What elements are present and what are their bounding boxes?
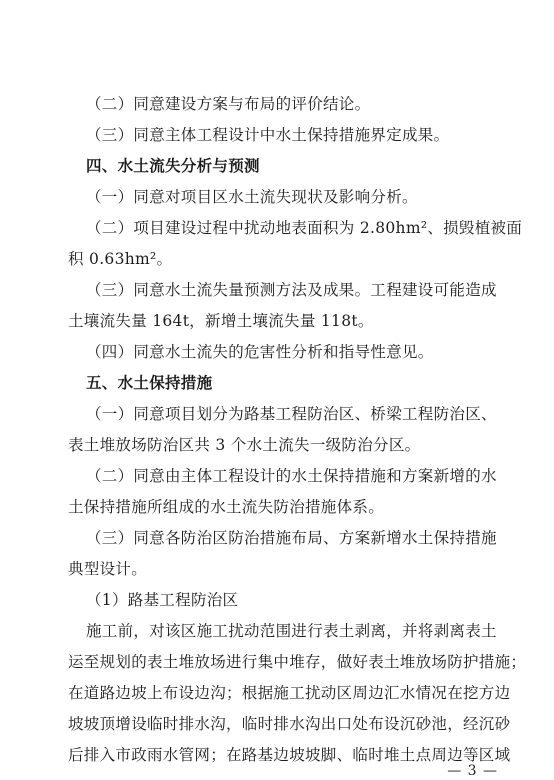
- text-line: 运至规划的表土堆放场进行集中堆存，做好表土堆放场防护措施；: [68, 653, 527, 671]
- text-line: 后排入市政雨水管网；在路基边坡坡脚、临时堆土点周边等区域: [68, 746, 511, 764]
- text-line: 坡坡顶增设临时排水沟，临时排水沟出口处布设沉砂池，经沉砂: [68, 715, 511, 733]
- subsection-heading: （1）路基工程防治区: [86, 591, 239, 609]
- text-line: 表土堆放场防治区共 3 个水土流失一级防治分区。: [68, 436, 421, 454]
- text-line: （三）同意主体工程设计中水土保持措施界定成果。: [86, 126, 450, 144]
- text-line: 典型设计。: [68, 560, 148, 578]
- page-number: — 3 —: [447, 763, 498, 779]
- text-line: （一）同意对项目区水土流失现状及影响分析。: [86, 188, 418, 206]
- text-line: 施工前，对该区施工扰动范围进行表土剥离，并将剥离表土: [86, 622, 497, 640]
- text-line: 在道路边坡上布设边沟；根据施工扰动区周边汇水情况在挖方边: [68, 684, 511, 702]
- text-line: （二）同意建设方案与布局的评价结论。: [86, 95, 371, 113]
- text-line: （三）同意水土流失量预测方法及成果。工程建设可能造成: [86, 281, 497, 299]
- text-line: （一）同意项目划分为路基工程防治区、桥梁工程防治区、: [86, 405, 497, 423]
- text-line: （四）同意水土流失的危害性分析和指导性意见。: [86, 343, 434, 361]
- section-heading: 四、水土流失分析与预测: [86, 157, 260, 175]
- text-line: 土壤流失量 164t，新增土壤流失量 118t。: [68, 312, 374, 330]
- text-line: 积 0.63hm²。: [68, 250, 173, 268]
- text-line: （二）同意由主体工程设计的水土保持措施和方案新增的水: [86, 467, 497, 485]
- text-line: （二）项目建设过程中扰动地表面积为 2.80hm²、损毁植被面: [86, 219, 523, 237]
- text-line: 土保持措施所组成的水土流失防治措施体系。: [68, 498, 385, 516]
- text-line: （三）同意各防治区防治措施布局、方案新增水土保持措施: [86, 529, 497, 547]
- section-heading: 五、水土保持措施: [86, 374, 213, 392]
